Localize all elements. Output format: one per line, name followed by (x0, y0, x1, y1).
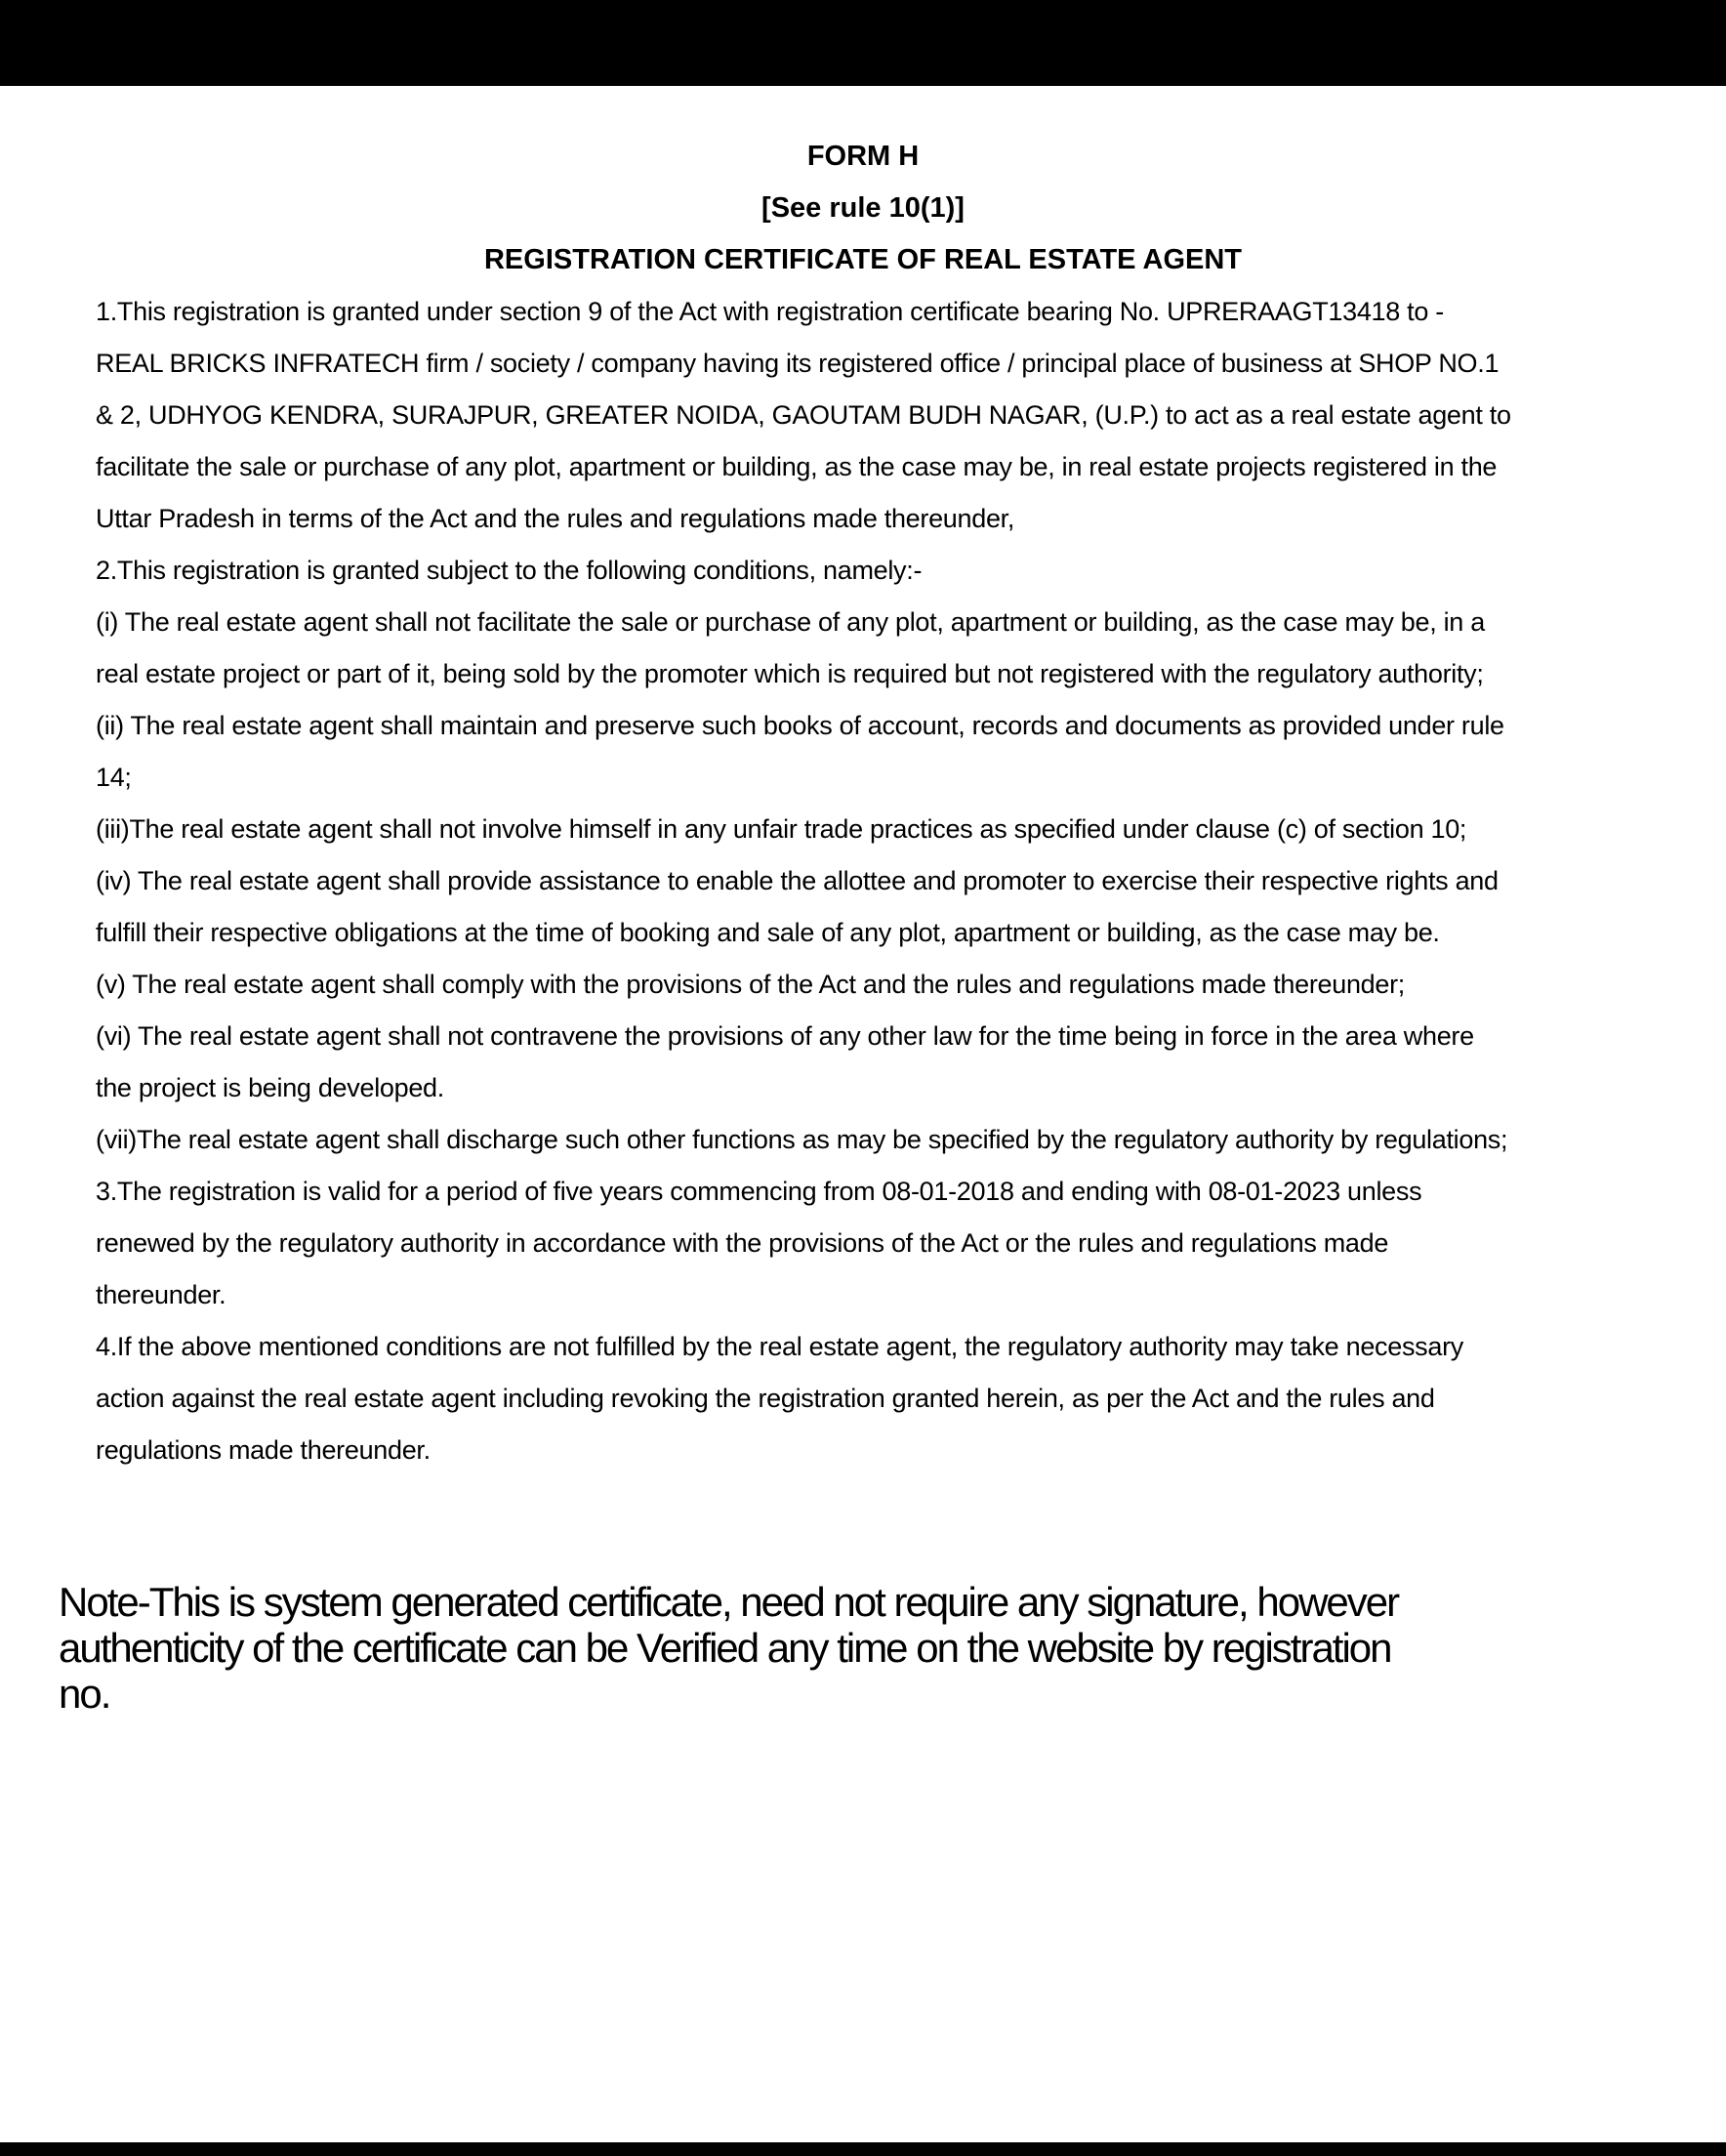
body-line: renewed by the regulatory authority in accordance with the provisions of the Act or the rules and regulations made (96, 1228, 1389, 1258)
certificate-headings (0, 131, 1726, 286)
certificate-body (96, 286, 1726, 1476)
body-line: (ii) The real estate agent shall maintain and preserve such books of account, records and documents as provided under rule (96, 711, 1504, 740)
body-line: 1.This registration is granted under section 9 of the Act with registration certificate bearing No. UPRERAAGT13418 to - (96, 297, 1444, 326)
body-line: regulations made thereunder. (96, 1435, 431, 1465)
rule-subtitle: [See rule 10(1)] (761, 192, 965, 224)
system-generated-note (59, 1579, 1726, 1717)
body-line: (iv) The real estate agent shall provide assistance to enable the allottee and promoter to exercise their respective rights and (96, 866, 1499, 895)
body-line: REAL BRICKS INFRATECH firm / society / company having its registered office / principal place of business at SHOP NO.1 (96, 349, 1500, 378)
certificate-heading: REGISTRATION CERTIFICATE OF REAL ESTATE AGENT (483, 244, 1243, 275)
body-line: 14; (96, 763, 132, 792)
form-title: FORM H (806, 141, 920, 172)
note-line: Note-This is system generated certificate, need not require any signature, however (59, 1579, 1399, 1625)
body-line: 4.If the above mentioned conditions are not fulfilled by the real estate agent, the regulatory authority may take necessary (96, 1332, 1463, 1361)
body-line: thereunder. (96, 1280, 226, 1309)
body-line: fulfill their respective obligations at the time of booking and sale of any plot, apartment or building, as the case may be. (96, 918, 1440, 947)
body-line: the project is being developed. (96, 1073, 444, 1102)
body-line: action against the real estate agent including revoking the registration granted herein, as per the Act and the rules and (96, 1384, 1435, 1413)
bottom-black-bar (0, 2142, 1726, 2156)
body-line: (vii)The real estate agent shall discharge such other functions as may be specified by the regulatory authority by regulations; (96, 1125, 1508, 1154)
body-line: (i) The real estate agent shall not facilitate the sale or purchase of any plot, apartment or building, as the case may be, in a (96, 607, 1485, 637)
body-line: Uttar Pradesh in terms of the Act and the rules and regulations made thereunder, (96, 504, 1015, 533)
note-line: no. (59, 1671, 110, 1717)
body-line: (iii)The real estate agent shall not involve himself in any unfair trade practices as specified under clause (c) of section 10; (96, 814, 1467, 844)
body-line: (v) The real estate agent shall comply with the provisions of the Act and the rules and regulations made thereunder; (96, 970, 1405, 999)
note-line: authenticity of the certificate can be Verified any time on the website by registration (59, 1625, 1391, 1671)
body-line: real estate project or part of it, being sold by the promoter which is required but not registered with the regulatory authority; (96, 659, 1484, 688)
body-line: & 2, UDHYOG KENDRA, SURAJPUR, GREATER NOIDA, GAOUTAM BUDH NAGAR, (U.P.) to act as a real estate agent to (96, 400, 1511, 430)
top-black-bar (0, 0, 1726, 86)
body-line: facilitate the sale or purchase of any plot, apartment or building, as the case may be, in real estate projects registered in the (96, 452, 1498, 481)
body-line: 3.The registration is valid for a period of five years commencing from 08-01-2018 and ending with 08-01-2023 unless (96, 1177, 1422, 1206)
body-line: 2.This registration is granted subject to the following conditions, namely:- (96, 556, 923, 585)
body-line: (vi) The real estate agent shall not contravene the provisions of any other law for the time being in force in the area where (96, 1021, 1474, 1051)
